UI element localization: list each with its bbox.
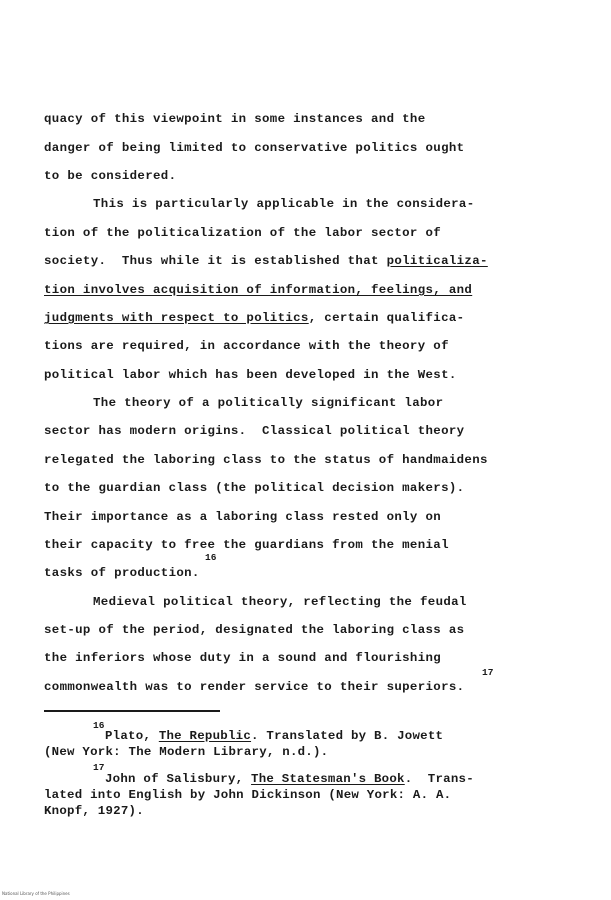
footnote-17-line-2: lated into English by John Dickinson (New York: A. A. xyxy=(44,788,452,802)
body-line-5: tion of the politicalization of the labor sector of xyxy=(44,226,442,240)
underlined-phrase-start: politicaliza- xyxy=(386,254,488,268)
body-line-6 xyxy=(44,254,488,268)
body-line-8-text: , certain qualifica- xyxy=(308,311,465,325)
footnote-17-line-1 xyxy=(105,772,474,786)
body-line-1: quacy of this viewpoint in some instances and the xyxy=(44,112,426,126)
underlined-phrase-end: judgments with respect to politics xyxy=(44,311,309,325)
footnote-17-title: The Statesman's Book xyxy=(251,772,405,786)
body-line-21: commonwealth was to render service to their superiors. xyxy=(44,680,465,694)
body-line-15: Their importance as a laboring class rested only on xyxy=(44,510,442,524)
footnote-16-pre: Plato, xyxy=(105,729,159,743)
body-line-17: tasks of production. xyxy=(44,566,200,580)
body-line-13: relegated the laboring class to the status of handmaidens xyxy=(44,453,488,467)
footnote-ref-17: 17 xyxy=(482,667,494,678)
footnote-ref-16: 16 xyxy=(205,552,217,563)
body-line-3: to be considered. xyxy=(44,169,177,183)
footnote-17-post: . Trans- xyxy=(404,772,474,786)
body-line-7: tion involves acquisition of information, feelings, and xyxy=(44,283,473,297)
body-line-19: set-up of the period, designated the laboring class as xyxy=(44,623,465,637)
footnote-17-line-3: Knopf, 1927). xyxy=(44,804,144,818)
footnote-17-pre: John of Salisbury, xyxy=(105,772,252,786)
footnote-16-number: 16 xyxy=(93,720,105,731)
footnote-divider xyxy=(44,710,220,712)
body-line-11: The theory of a politically significant labor xyxy=(93,396,444,410)
body-line-12: sector has modern origins. Classical political theory xyxy=(44,424,465,438)
body-line-6-text: society. Thus while it is established that xyxy=(44,254,387,268)
body-line-4: This is particularly applicable in the considera- xyxy=(93,197,475,211)
body-line-9: tions are required, in accordance with the theory of xyxy=(44,339,449,353)
body-line-14: to the guardian class (the political decision makers). xyxy=(44,481,465,495)
footnote-16-post: . Translated by B. Jowett xyxy=(251,729,444,743)
body-line-18: Medieval political theory, reflecting the feudal xyxy=(93,595,467,609)
library-footer: National Library of the Philippines xyxy=(2,891,70,896)
body-line-8 xyxy=(44,311,464,325)
footnote-16-line-1 xyxy=(105,729,443,743)
body-line-10: political labor which has been developed in the West. xyxy=(44,368,457,382)
footnote-16-title: The Republic xyxy=(158,729,252,743)
footnote-16-line-2: (New York: The Modern Library, n.d.). xyxy=(44,745,329,759)
body-line-2: danger of being limited to conservative politics ought xyxy=(44,141,465,155)
body-line-16: their capacity to free the guardians from the menial xyxy=(44,538,449,552)
footnote-17-number: 17 xyxy=(93,762,105,773)
body-line-20: the inferiors whose duty in a sound and flourishing xyxy=(44,651,442,665)
